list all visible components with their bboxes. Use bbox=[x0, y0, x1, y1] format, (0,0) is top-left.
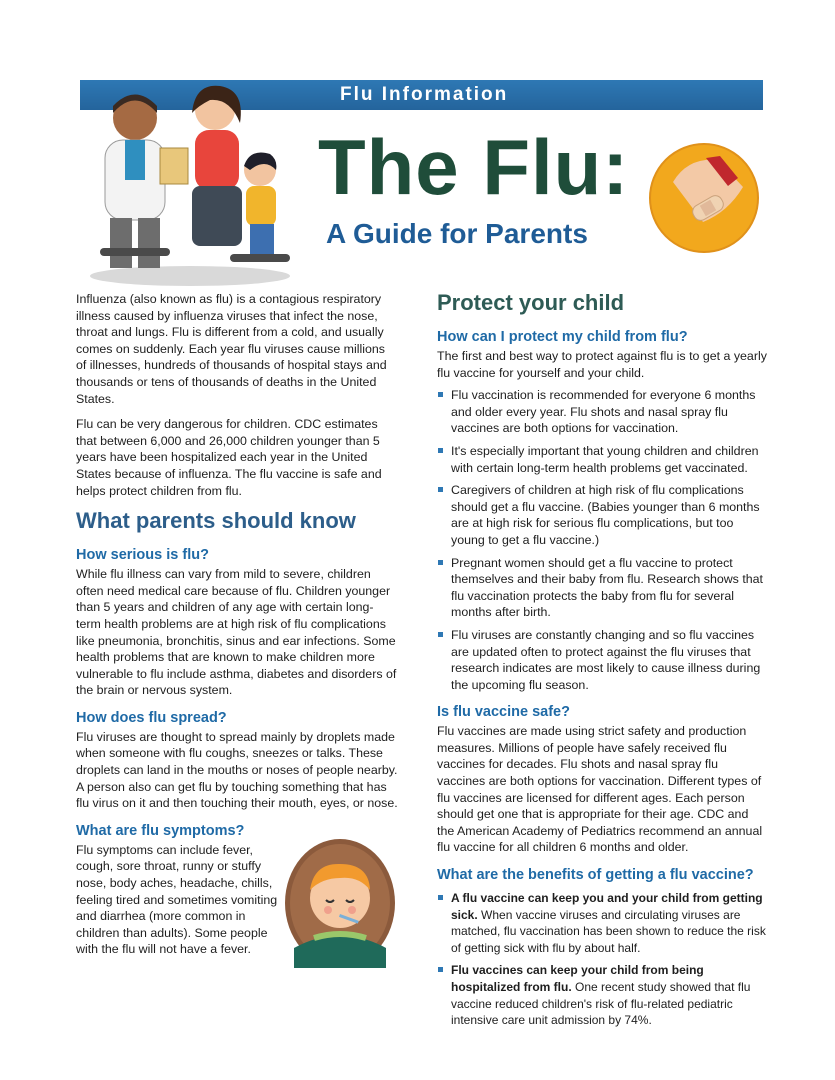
list-item bbox=[437, 890, 767, 956]
heading-symptoms: What are flu symptoms? bbox=[76, 822, 245, 839]
benefit-2-text: One recent study showed that flu vaccine reduced children's risk of flu-related pediatric intensive care unit admission by 74%. bbox=[451, 980, 751, 1028]
benefits-bullet-list bbox=[437, 890, 767, 1029]
intro-paragraph-2: Flu can be very dangerous for children. CDC estimates that between 6,000 and 26,000 children younger than 5 years have been hospitalized each year in the United States because of influenza. The flu vaccine is safe and helps protect children from flu. bbox=[76, 417, 382, 498]
section-title-parents: What parents should know bbox=[76, 508, 356, 534]
list-item: It's especially important that young children and children with certain long-term health problems get vaccinated. bbox=[437, 443, 767, 476]
banner-title: Flu Information bbox=[340, 84, 509, 105]
heading-how-spread: How does flu spread? bbox=[76, 709, 227, 726]
protect-bullet-list bbox=[437, 387, 767, 693]
heading-benefits: What are the benefits of getting a flu vaccine? bbox=[437, 867, 754, 884]
list-item: Flu viruses are constantly changing and so flu vaccines are updated often to protect against the flu viruses that research indicates are most likely to cause illness during the upcoming flu season. bbox=[437, 627, 767, 693]
bandage-arm-icon bbox=[648, 142, 760, 254]
heading-how-protect: How can I protect my child from flu? bbox=[437, 329, 688, 345]
intro-paragraph-1: Influenza (also known as flu) is a contagious respiratory illness caused by influenza viruses that infect the nose, throat and lungs. Flu is different from a cold, and usually comes on suddenly. Each year flu viruses cause millions of illnesses, hundreds of thousands of hospital stays and thousands or tens of thousands of deaths in the United States. bbox=[76, 292, 387, 406]
paragraph-how-serious: While flu illness can vary from mild to severe, children often need medical care because of flu. Children younger than 5 years and children of any age with certain long-term health problems are at high risk of flu complications like pneumonia, bronchitis, sinus and ear infections. Some health problems that are known to make children more vulnerable to flu include asthma, diabetes and disorders of the brain or nervous system. bbox=[76, 567, 397, 698]
benefit-2-lead: Flu vaccines can keep your child from being hospitalized from flu. bbox=[451, 963, 704, 994]
page-subtitle: A Guide for Parents bbox=[326, 218, 588, 249]
list-item: Pregnant women should get a flu vaccine to protect themselves and their baby from flu. Research shows that flu vaccination protects the baby from flu for several months after birth. bbox=[437, 555, 767, 621]
section-title-protect: Protect your child bbox=[437, 290, 625, 315]
doctor-family-illustration bbox=[80, 78, 310, 288]
right-column bbox=[437, 290, 767, 1037]
heading-vaccine-safe: Is flu vaccine safe? bbox=[437, 704, 570, 721]
sick-child-illustration bbox=[284, 838, 396, 968]
paragraph-how-spread: Flu viruses are thought to spread mainly by droplets made when someone with flu coughs, sneezes or talks. These droplets can land in the mouths or noses of people nearby. A person also can get flu by touching something that has flu virus on it and then touching their mouth, eyes, or nose. bbox=[76, 729, 398, 811]
heading-how-serious: How serious is flu? bbox=[76, 547, 209, 564]
benefit-1-text: When vaccine viruses and circulating viruses are matched, flu vaccination has been shown to reduce the risk of getting sick with flu by about half. bbox=[451, 907, 766, 955]
paragraph-how-protect: The first and best way to protect against flu is to get a yearly flu vaccine for yourself and your child. bbox=[437, 349, 767, 380]
list-item bbox=[437, 962, 767, 1028]
list-item: Caregivers of children at high risk of flu complications should get a flu vaccine. (Babies younger than 6 months are at high risk for serious flu complications, but too young to get a flu vaccine.) bbox=[437, 482, 767, 548]
benefit-1-lead: A flu vaccine can keep you and your child from getting sick. bbox=[451, 891, 763, 922]
page-title: The Flu: bbox=[318, 123, 630, 211]
paragraph-symptoms: Flu symptoms can include fever, cough, sore throat, runny or stuffy nose, body aches, headache, chills, feeling tired and sometimes vomiting and diarrhea (more common in children than adults). Some people with the flu will not have a fever. bbox=[76, 842, 278, 957]
paragraph-vaccine-safe: Flu vaccines are made using strict safety and production measures. Millions of people have safely received flu vaccines for decades. Flu shots and nasal spray flu vaccines are both options for vaccination. Different types of flu vaccines are licensed for different ages. Each person should get one that is appropriate for their age. CDC and the American Academy of Pediatrics recommend an annual flu vaccine for all children 6 months and older. bbox=[437, 724, 763, 855]
list-item: Flu vaccination is recommended for everyone 6 months and older every year. Flu shots and nasal spray flu vaccines are both options for vaccination. bbox=[437, 387, 767, 437]
